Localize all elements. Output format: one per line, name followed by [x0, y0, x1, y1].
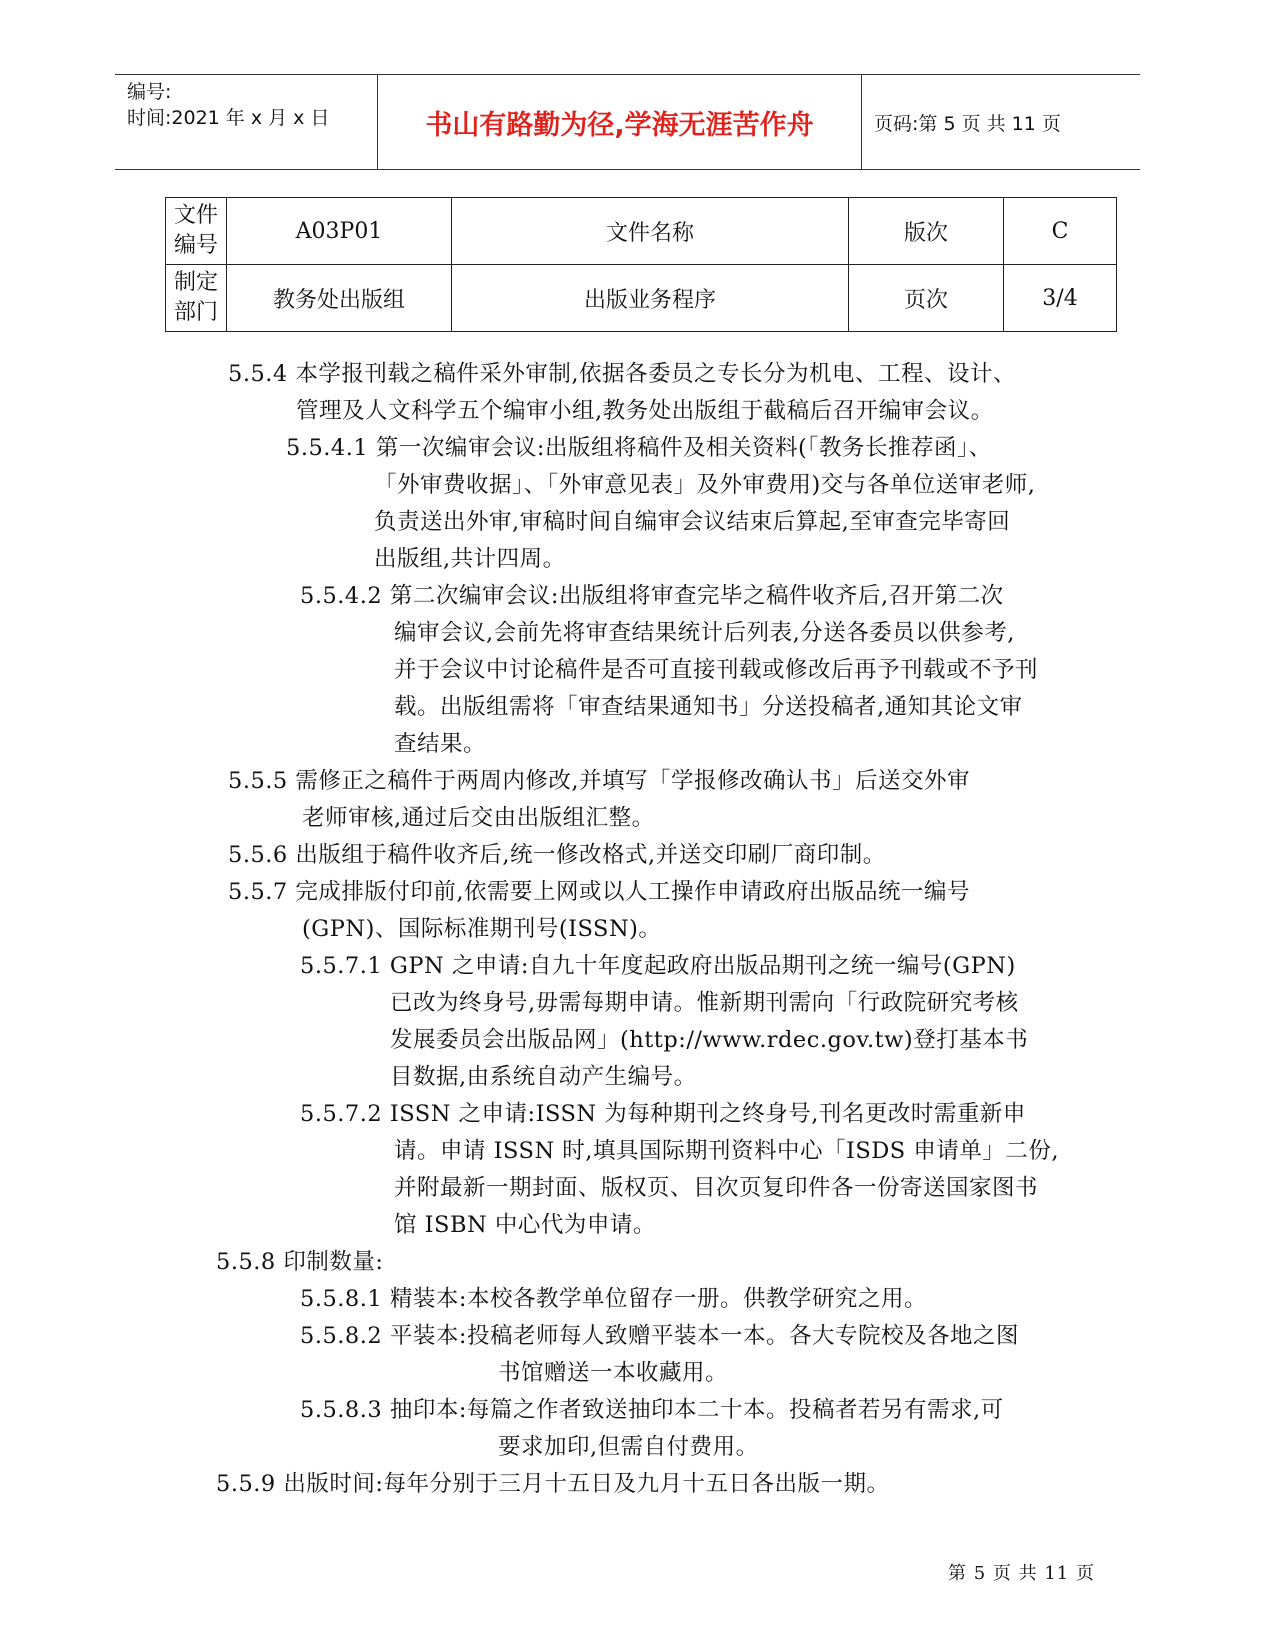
body-line: 5.5.8.2 平装本:投稿老师每人致赠平装本一本。各大专院校及各地之图 [300, 1323, 1019, 1349]
version-value: C [1004, 198, 1117, 265]
header-motto-cell [378, 75, 862, 169]
page-header [115, 74, 1140, 170]
body-line: 负责送出外审,审稿时间自编审会议结束后算起,至审查完毕寄回 [374, 509, 1011, 535]
body-line: 目数据,由系统自动产生编号。 [390, 1064, 697, 1090]
body-line: 5.5.7.1 GPN 之申请:自九十年度起政府出版品期刊之统一编号(GPN) [300, 953, 1016, 979]
body-line: 5.5.4 本学报刊载之稿件采外审制,依据各委员之专长分为机电、工程、设计、 [228, 361, 1017, 387]
body-line: (GPN)、国际标准期刊号(ISSN)。 [302, 916, 662, 942]
body-line: 编审会议,会前先将审查结果统计后列表,分送各委员以供参考, [394, 620, 1015, 646]
body-line: 并附最新一期封面、版权页、目次页复印件各一份寄送国家图书 [394, 1175, 1039, 1201]
body-line: 5.5.7 完成排版付印前,依需要上网或以人工操作申请政府出版品统一编号 [228, 879, 971, 905]
motto: 书山有路勤为径,学海无涯苦作舟 [425, 110, 814, 141]
page-count-value: 3/4 [1004, 265, 1117, 332]
document-info-table [165, 197, 1117, 332]
body-line: 5.5.4.1 第一次编审会议:出版组将稿件及相关资料(「教务长推荐函」、 [286, 435, 992, 461]
body-line: 查结果。 [394, 731, 487, 757]
body-line: 出版组,共计四周。 [374, 546, 566, 572]
header-meta-cell [115, 75, 378, 169]
body-line: 并于会议中讨论稿件是否可直接刊载或修改后再予刊载或不予刊 [394, 657, 1039, 683]
body-line: 5.5.5 需修正之稿件于两周内修改,并填写「学报修改确认书」后送交外审 [228, 768, 971, 794]
document-time-label: 时间:2021 年 x 月 x 日 [127, 107, 330, 129]
file-name-label: 文件名称 [452, 198, 849, 265]
body-line: 5.5.4.2 第二次编审会议:出版组将审查完毕之稿件收齐后,召开第二次 [300, 583, 1004, 609]
page-count-label: 页次 [849, 265, 1004, 332]
department-value: 教务处出版组 [227, 265, 452, 332]
file-number-label: 文件 编号 [166, 198, 227, 265]
header-page-cell [862, 75, 1140, 169]
page-footer: 第 5 页 共 11 页 [948, 1563, 1095, 1584]
body-line: 发展委员会出版品网」(http://www.rdec.gov.tw)登打基本书 [390, 1027, 1029, 1053]
body-line: 「外审费收据」、「外审意见表」及外审费用)交与各单位送审老师, [374, 472, 1036, 498]
body-line: 老师审核,通过后交由出版组汇整。 [302, 805, 655, 831]
body-line: 载。出版组需将「审查结果通知书」分送投稿者,通知其论文审 [394, 694, 1023, 720]
body-line: 馆 ISBN 中心代为申请。 [394, 1212, 656, 1238]
file-name-value: 出版业务程序 [452, 265, 849, 332]
version-label: 版次 [849, 198, 1004, 265]
table-row [166, 265, 1117, 332]
body-line: 5.5.9 出版时间:每年分别于三月十五日及九月十五日各出版一期。 [216, 1471, 890, 1497]
body-line: 5.5.8.3 抽印本:每篇之作者致送抽印本二十本。投稿者若另有需求,可 [300, 1397, 1004, 1423]
body-line: 书馆赠送一本收藏用。 [498, 1360, 729, 1386]
body-line: 请。申请 ISSN 时,填具国际期刊资料中心「ISDS 申请单」二份, [394, 1138, 1060, 1164]
header-page-indicator: 页码:第 5 页 共 11 页 [874, 113, 1061, 135]
department-label: 制定 部门 [166, 265, 227, 332]
body-line: 5.5.8.1 精装本:本校各教学单位留存一册。供教学研究之用。 [300, 1286, 927, 1312]
body-line: 5.5.8 印制数量: [216, 1249, 384, 1275]
body-line: 管理及人文科学五个编审小组,教务处出版组于截稿后召开编审会议。 [296, 398, 994, 424]
file-number-value: A03P01 [227, 198, 452, 265]
table-row [166, 198, 1117, 265]
body-line: 已改为终身号,毋需每期申请。惟新期刊需向「行政院研究考核 [390, 990, 1019, 1016]
body-line: 5.5.7.2 ISSN 之申请:ISSN 为每种期刊之终身号,刊名更改时需重新申 [300, 1101, 1026, 1127]
body-line: 要求加印,但需自付费用。 [498, 1434, 759, 1460]
body-line: 5.5.6 出版组于稿件收齐后,统一修改格式,并送交印刷厂商印制。 [228, 842, 886, 868]
document-number-label: 编号: [127, 81, 172, 103]
